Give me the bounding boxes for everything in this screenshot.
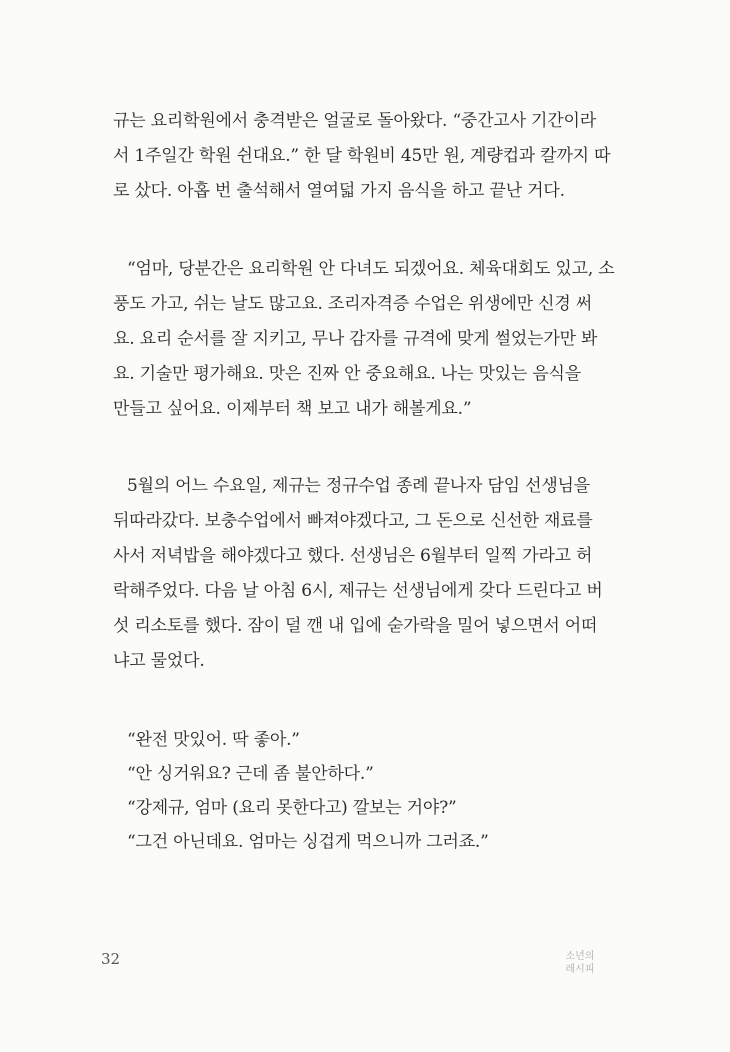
dialogue-line: “완전 맛있어. 딱 좋아.”: [127, 730, 300, 750]
text-line: 요. 기술만 평가해요. 맛은 진짜 안 중요해요. 나는 맛있는 음식을: [113, 364, 581, 384]
paragraph-4-dialogue: [113, 723, 613, 859]
dialogue-line: “안 싱거워요? 근데 좀 불안하다.”: [127, 764, 374, 784]
text-line: 로 샀다. 아홉 번 출석해서 열여덟 가지 음식을 하고 끝난 거다.: [113, 181, 565, 201]
page-number: 32: [101, 950, 121, 968]
text-line: 5월의 어느 수요일, 제규는 정규수업 종례 끝나자 담임 선생님을: [127, 476, 590, 496]
dialogue-line: “강제규, 엄마 (요리 못한다고) 깔보는 거야?”: [127, 798, 457, 818]
text-line: “엄마, 당분간은 요리학원 안 다녀도 되겠어요. 체육대회도 있고, 소: [127, 259, 615, 279]
text-line: 냐고 물었다.: [113, 651, 205, 671]
paragraph-2-quote: [113, 252, 613, 427]
text-line: 풍도 가고, 쉬는 날도 많고요. 조리자격증 수업은 위생에만 신경 써: [113, 294, 593, 314]
running-title-line: 소년의: [565, 951, 595, 962]
text-line: 섯 리소토를 했다. 잠이 덜 깬 내 입에 숟가락을 밀어 넣으면서 어떠: [113, 616, 598, 636]
text-line: 서 1주일간 학원 쉰대요.” 한 달 학원비 45만 원, 계량컵과 칼까지 따: [113, 146, 611, 166]
paragraph-1: [113, 104, 613, 209]
text-line: 규는 요리학원에서 충격받은 얼굴로 돌아왔다. “중간고사 기간이라: [113, 111, 596, 131]
text-line: 뒤따라갔다. 보충수업에서 빠져야겠다고, 그 돈으로 신선한 재료를: [113, 511, 593, 531]
text-line: 사서 저녁밥을 해야겠다고 했다. 선생님은 6월부터 일찍 가라고 허: [113, 546, 593, 566]
text-line: 요. 요리 순서를 잘 지키고, 무나 감자를 규격에 맞게 썰었는가만 봐: [113, 329, 598, 349]
running-title: [555, 950, 605, 976]
text-line: 락해주었다. 다음 날 아침 6시, 제규는 선생님에게 갖다 드린다고 버: [113, 581, 603, 601]
text-line: 만들고 싶어요. 이제부터 책 보고 내가 해볼게요.”: [113, 399, 472, 419]
paragraph-3: [113, 469, 613, 679]
dialogue-line: “그건 아닌데요. 엄마는 싱겁게 먹으니까 그러죠.”: [127, 832, 489, 852]
running-title-line: 레시피: [565, 964, 595, 975]
